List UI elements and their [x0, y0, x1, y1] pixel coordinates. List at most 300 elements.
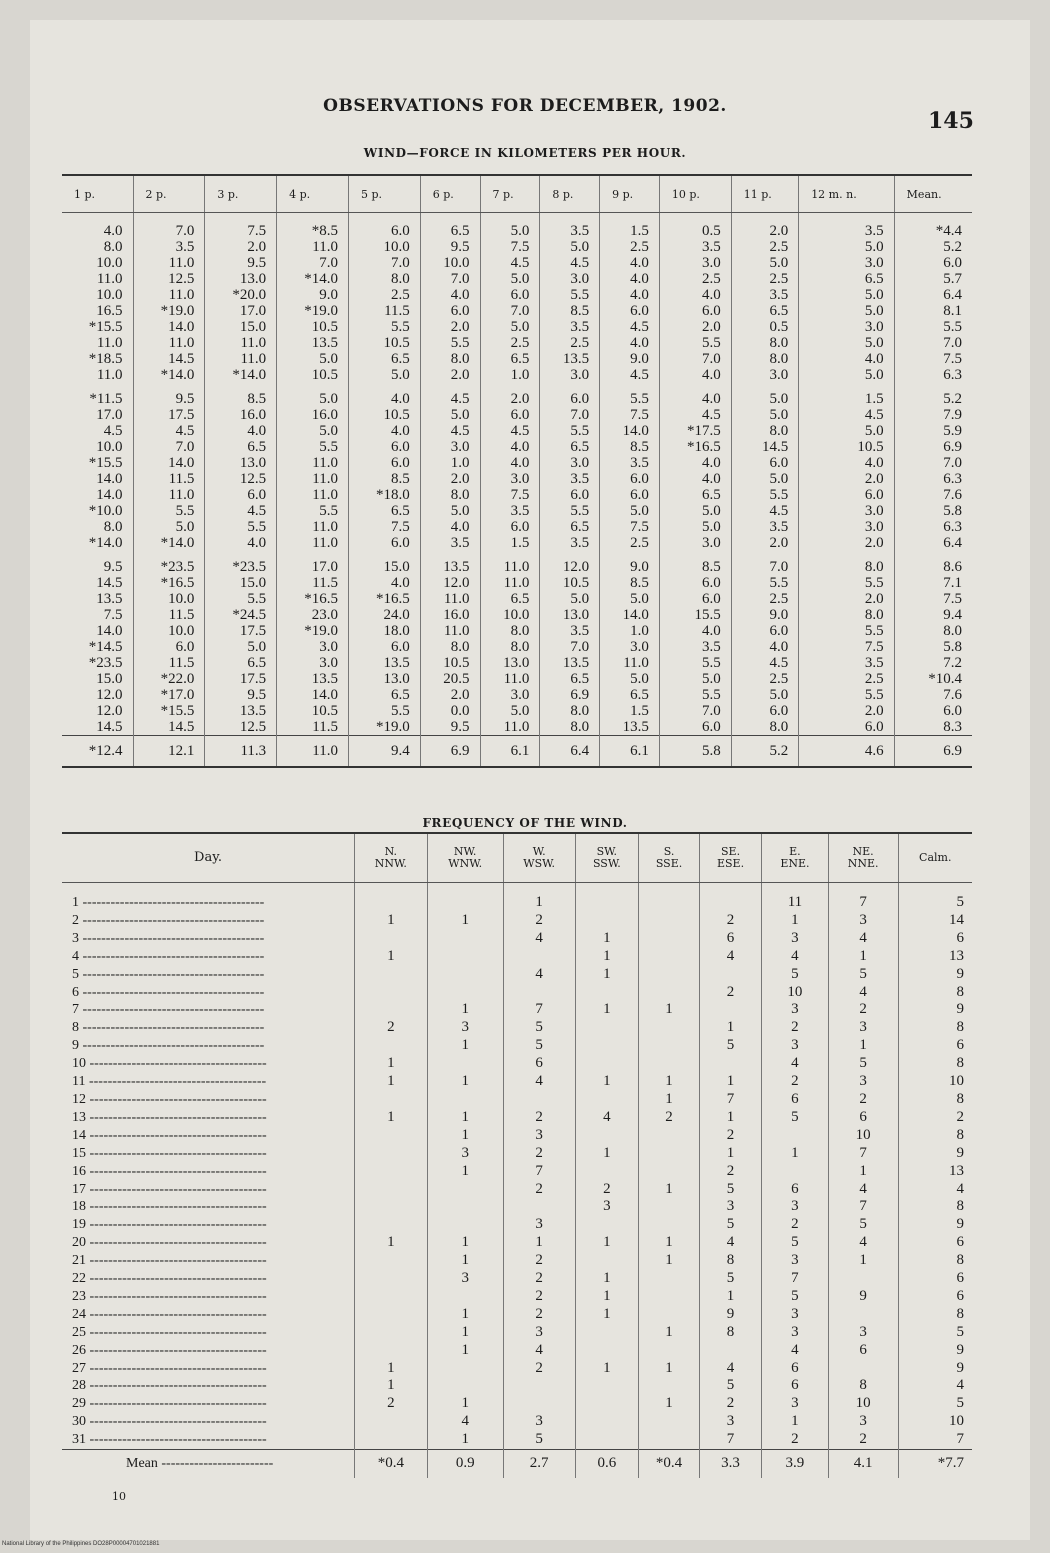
- table-cell: 4: [762, 1055, 829, 1073]
- table-cell: *8.5: [277, 213, 349, 240]
- table-cell: 8.5: [348, 471, 420, 487]
- table-cell: 6.5: [348, 503, 420, 519]
- table-cell: 15.5: [659, 607, 731, 623]
- table-cell: 9.5: [420, 719, 480, 736]
- table-cell: 1.0: [600, 623, 660, 639]
- table-cell: 2: [828, 1431, 898, 1449]
- table-cell: *18.5: [88, 351, 123, 367]
- table-cell: 13.5: [600, 719, 660, 736]
- gap-cell: [659, 551, 731, 559]
- table-cell: [427, 1055, 503, 1073]
- table-cell: [639, 1431, 700, 1449]
- table-row: [62, 639, 972, 655]
- table-row: [62, 319, 972, 335]
- table-cell: 3: [503, 1324, 575, 1342]
- table-cell: 2.5: [600, 239, 660, 255]
- table-cell: 1: [639, 1234, 700, 1252]
- table-cell: 2.5: [731, 591, 798, 607]
- table-cell: 6.0: [205, 487, 277, 503]
- day-label: 15 --------------------------------------: [72, 1145, 267, 1161]
- table-cell: [575, 1342, 639, 1360]
- table-cell: 13.5: [540, 351, 600, 367]
- table-cell: 11.0: [205, 335, 277, 351]
- table-cell: 5.0: [133, 519, 205, 535]
- table-cell: 11.5: [348, 303, 420, 319]
- column-header: 5 p.: [348, 175, 420, 213]
- table-row: [62, 607, 972, 623]
- mean-cell: 2.7: [503, 1450, 575, 1479]
- mean-label: Mean ------------------------: [62, 1450, 355, 1479]
- gap-cell: [799, 551, 894, 559]
- table-cell: 5: [503, 1037, 575, 1055]
- table-cell: 4: [762, 948, 829, 966]
- table-cell: [639, 1163, 700, 1181]
- table-cell: 1: [828, 1163, 898, 1181]
- table-cell: 9.0: [731, 607, 798, 623]
- table-cell: 3.0: [277, 655, 349, 671]
- table-cell: [699, 1055, 761, 1073]
- table-cell: 5.0: [480, 271, 540, 287]
- mean-cell: 3.9: [762, 1450, 829, 1479]
- table-cell: 7.0: [659, 351, 731, 367]
- table-cell: 8: [898, 1127, 972, 1145]
- table-cell: *10.0: [88, 503, 123, 519]
- table-row: [62, 367, 972, 383]
- table-cell: 1: [639, 1360, 700, 1378]
- table-cell: *15.5: [88, 455, 123, 471]
- table-cell: 3.0: [731, 367, 798, 383]
- table-cell: 10: [762, 984, 829, 1002]
- table-cell: 7.0: [540, 639, 600, 655]
- table-cell: 5.0: [799, 287, 894, 303]
- mean-cell: 4.1: [828, 1450, 898, 1479]
- mean-cell: *7.7: [898, 1450, 972, 1479]
- table-cell: 7: [762, 1270, 829, 1288]
- table-cell: 6: [898, 1234, 972, 1252]
- table-cell: 1: [427, 1252, 503, 1270]
- table-cell: 2: [898, 1109, 972, 1127]
- table-cell: 1: [575, 1234, 639, 1252]
- table-cell: 8.5: [600, 575, 660, 591]
- table-cell: 1: [762, 1413, 829, 1431]
- table-row: [62, 1163, 972, 1181]
- table-cell: 6.0: [894, 255, 972, 271]
- mean-cell: 6.9: [420, 736, 480, 768]
- table-cell: 8.1: [894, 303, 972, 319]
- table-cell: 3: [828, 1019, 898, 1037]
- table-cell: 4.5: [205, 503, 277, 519]
- table-cell: 9: [898, 966, 972, 984]
- table-cell: *16.5: [277, 591, 349, 607]
- table-cell: 8: [898, 1091, 972, 1109]
- table-cell: 3.0: [540, 455, 600, 471]
- table-cell: 5.8: [894, 503, 972, 519]
- table-cell: [427, 1377, 503, 1395]
- table-cell: 6.5: [540, 519, 600, 535]
- table-row: [62, 1181, 972, 1199]
- table-cell: 1: [355, 948, 428, 966]
- table-cell: 3: [699, 1198, 761, 1216]
- table-cell: 6.0: [480, 519, 540, 535]
- table-cell: 5.0: [731, 687, 798, 703]
- table-cell: [355, 1342, 428, 1360]
- table-cell: 9.5: [420, 239, 480, 255]
- table-cell: [355, 1413, 428, 1431]
- table-cell: 17.0: [277, 559, 349, 575]
- table-cell: [639, 1127, 700, 1145]
- table-cell: 0.5: [731, 319, 798, 335]
- table-cell: 2: [575, 1181, 639, 1199]
- table-row: [62, 1091, 972, 1109]
- table-cell: 4: [699, 1234, 761, 1252]
- table-cell: 13.5: [96, 591, 123, 607]
- gap-cell: [420, 383, 480, 391]
- table-cell: 6.0: [731, 455, 798, 471]
- table-cell: *14.0: [133, 367, 205, 383]
- day-label: 13 --------------------------------------: [72, 1109, 267, 1125]
- table-cell: 3.0: [277, 639, 349, 655]
- gap-cell: [277, 551, 349, 559]
- table-cell: 9: [898, 1342, 972, 1360]
- footer-page-ref: 10: [112, 1490, 126, 1503]
- table-cell: [575, 1377, 639, 1395]
- table-cell: 5: [762, 1234, 829, 1252]
- table-row: [62, 1324, 972, 1342]
- table-cell: 3.0: [799, 519, 894, 535]
- table-cell: 2.0: [731, 213, 798, 240]
- wind-frequency-table: [62, 832, 972, 1478]
- table-cell: 16.0: [420, 607, 480, 623]
- table-cell: 5.0: [659, 671, 731, 687]
- table-cell: 7: [898, 1431, 972, 1449]
- table-cell: 5.5: [731, 487, 798, 503]
- table-row: [62, 351, 972, 367]
- table-cell: 9.4: [894, 607, 972, 623]
- table-cell: 1: [355, 912, 428, 930]
- table-cell: 3.5: [799, 213, 894, 240]
- table-cell: 4: [503, 930, 575, 948]
- table-cell: 4.0: [731, 639, 798, 655]
- table-cell: 6.0: [894, 703, 972, 719]
- table-cell: 5.0: [420, 407, 480, 423]
- table-cell: 8.0: [103, 519, 123, 535]
- table-cell: [639, 1288, 700, 1306]
- table-cell: 1: [575, 1306, 639, 1324]
- table-cell: 1: [355, 1109, 428, 1127]
- table-cell: 8.0: [540, 719, 600, 736]
- table-row: [62, 303, 972, 319]
- table-cell: [427, 966, 503, 984]
- table-cell: 5.9: [894, 423, 972, 439]
- table-cell: 1: [575, 1270, 639, 1288]
- table-cell: 6.5: [420, 213, 480, 240]
- table-cell: 4.0: [600, 287, 660, 303]
- table-cell: 4: [503, 966, 575, 984]
- table-cell: 8.0: [731, 423, 798, 439]
- table-cell: 14.0: [133, 319, 205, 335]
- gap-cell: [480, 551, 540, 559]
- table-cell: 8.0: [731, 335, 798, 351]
- table-cell: 13.0: [348, 671, 420, 687]
- day-label: 21 --------------------------------------: [72, 1253, 267, 1269]
- table-cell: *14.0: [277, 271, 349, 287]
- table-cell: [503, 948, 575, 966]
- mean-cell: 11.3: [205, 736, 277, 768]
- table-cell: 5.0: [799, 239, 894, 255]
- table-cell: [355, 966, 428, 984]
- table-cell: 6: [503, 1055, 575, 1073]
- table-cell: 6.5: [659, 487, 731, 503]
- table-cell: 3.5: [540, 471, 600, 487]
- table-cell: [427, 1216, 503, 1234]
- table-cell: 1: [639, 1091, 700, 1109]
- table-cell: [427, 1181, 503, 1199]
- table-cell: 7: [699, 1431, 761, 1449]
- table-cell: 5.0: [480, 213, 540, 240]
- table-cell: [355, 1198, 428, 1216]
- gap-cell: [133, 383, 205, 391]
- table-cell: 6.4: [894, 535, 972, 551]
- table-cell: 9.5: [103, 559, 123, 575]
- row-group-gap: [62, 383, 972, 391]
- table-cell: [639, 883, 700, 912]
- table-cell: 5.0: [540, 591, 600, 607]
- table-row: [62, 519, 972, 535]
- table-cell: 7: [828, 1198, 898, 1216]
- table-cell: 6.0: [799, 719, 894, 736]
- table-cell: *19.0: [277, 623, 349, 639]
- wind-force-header-row: [62, 175, 972, 213]
- table-cell: 3.0: [659, 535, 731, 551]
- table-cell: [355, 1216, 428, 1234]
- day-label: 26 --------------------------------------: [72, 1342, 267, 1358]
- table-cell: 6.0: [659, 303, 731, 319]
- table-cell: 2: [503, 1288, 575, 1306]
- table-cell: 7.5: [894, 351, 972, 367]
- table-cell: 7.6: [894, 487, 972, 503]
- table-cell: 3: [762, 930, 829, 948]
- column-header: SW. SSW.: [575, 833, 639, 883]
- table-cell: 1: [503, 1234, 575, 1252]
- table-cell: 4.5: [480, 255, 540, 271]
- table-cell: 6.0: [731, 703, 798, 719]
- gap-cell: [205, 551, 277, 559]
- table-cell: 15.0: [348, 559, 420, 575]
- table-cell: 14.0: [600, 423, 660, 439]
- table-cell: 11.0: [480, 559, 540, 575]
- table-cell: 1: [762, 912, 829, 930]
- table-row: [62, 423, 972, 439]
- table-cell: 3: [503, 1413, 575, 1431]
- table-cell: 2: [355, 1395, 428, 1413]
- table-row: [62, 255, 972, 271]
- table-cell: 5.5: [205, 591, 277, 607]
- table-cell: 2.0: [480, 391, 540, 407]
- table-cell: 3: [503, 1127, 575, 1145]
- table-cell: 13.5: [348, 655, 420, 671]
- table-cell: 2.0: [205, 239, 277, 255]
- table-cell: 5: [828, 1216, 898, 1234]
- table-cell: 13.5: [420, 559, 480, 575]
- table-cell: 0.0: [420, 703, 480, 719]
- table-cell: 4.0: [348, 391, 420, 407]
- table-cell: 5: [503, 1431, 575, 1449]
- gap-cell: [894, 383, 972, 391]
- table-cell: 10: [828, 1395, 898, 1413]
- day-label: 28 --------------------------------------: [72, 1378, 267, 1394]
- table-cell: [355, 1127, 428, 1145]
- table-cell: 5.5: [133, 503, 205, 519]
- table-cell: 10.0: [96, 439, 123, 455]
- table-cell: 1: [699, 1109, 761, 1127]
- table-cell: [575, 883, 639, 912]
- table-cell: 9.0: [277, 287, 349, 303]
- table-cell: 11.5: [133, 607, 205, 623]
- table-cell: 1: [828, 948, 898, 966]
- table-cell: [503, 984, 575, 1002]
- gap-cell: [420, 551, 480, 559]
- table-cell: 2: [699, 1395, 761, 1413]
- table-row: [62, 1127, 972, 1145]
- table-cell: *23.5: [133, 559, 205, 575]
- table-cell: 3.5: [731, 287, 798, 303]
- table-cell: 3.0: [540, 367, 600, 383]
- table-cell: [355, 1001, 428, 1019]
- table-cell: 5.5: [600, 391, 660, 407]
- column-header: NE. NNE.: [828, 833, 898, 883]
- table-cell: [575, 912, 639, 930]
- table-cell: 3: [762, 1306, 829, 1324]
- mean-cell: 12.1: [133, 736, 205, 768]
- table-cell: 8: [699, 1252, 761, 1270]
- table-cell: 3: [427, 1019, 503, 1037]
- table-cell: 4.0: [600, 335, 660, 351]
- table-cell: 1: [427, 1431, 503, 1449]
- table-cell: 11.5: [277, 719, 349, 736]
- table-cell: 2.5: [480, 335, 540, 351]
- table-cell: 14.0: [96, 487, 123, 503]
- table-cell: 13.0: [480, 655, 540, 671]
- day-label: 4 ---------------------------------------: [72, 948, 265, 964]
- table-cell: [575, 1324, 639, 1342]
- table-cell: 4: [828, 984, 898, 1002]
- table-cell: 6.9: [894, 439, 972, 455]
- table-cell: 1.0: [480, 367, 540, 383]
- table-cell: 2: [503, 1252, 575, 1270]
- table-cell: [503, 1377, 575, 1395]
- table-cell: 7.5: [348, 519, 420, 535]
- table-cell: *11.5: [89, 391, 123, 407]
- table-row: [62, 1073, 972, 1091]
- table-row: [62, 1001, 972, 1019]
- table-cell: [355, 1288, 428, 1306]
- table-cell: 8.3: [894, 719, 972, 736]
- table-cell: 1: [575, 930, 639, 948]
- table-cell: 5.5: [799, 623, 894, 639]
- wind-force-title: WIND—FORCE IN KILOMETERS PER HOUR.: [363, 146, 687, 160]
- gap-cell: [277, 383, 349, 391]
- table-cell: 2.5: [348, 287, 420, 303]
- table-cell: 4.0: [600, 255, 660, 271]
- table-cell: 4.0: [600, 271, 660, 287]
- table-cell: [639, 1198, 700, 1216]
- table-cell: 6: [699, 930, 761, 948]
- table-cell: *23.5: [205, 559, 277, 575]
- table-cell: 4.0: [348, 575, 420, 591]
- table-cell: 3: [762, 1037, 829, 1055]
- table-cell: [427, 1360, 503, 1378]
- table-cell: 3.5: [540, 213, 600, 240]
- table-cell: 2.0: [659, 319, 731, 335]
- table-cell: *16.5: [659, 439, 731, 455]
- table-cell: 6.0: [799, 487, 894, 503]
- table-cell: *16.5: [133, 575, 205, 591]
- table-cell: *17.5: [659, 423, 731, 439]
- table-cell: 10.5: [277, 319, 349, 335]
- day-label: 7 ---------------------------------------: [72, 1002, 265, 1018]
- table-cell: 6.5: [731, 303, 798, 319]
- table-cell: 4: [828, 1234, 898, 1252]
- table-cell: 4.5: [799, 407, 894, 423]
- table-cell: 11.0: [600, 655, 660, 671]
- table-row: [62, 535, 972, 551]
- table-cell: *20.0: [205, 287, 277, 303]
- day-label: 10 --------------------------------------: [72, 1056, 267, 1072]
- day-label: 12 --------------------------------------: [72, 1091, 267, 1107]
- table-cell: 1: [503, 883, 575, 912]
- table-row: [62, 439, 972, 455]
- table-cell: 10.0: [348, 239, 420, 255]
- table-cell: 1: [639, 1073, 700, 1091]
- table-cell: 8.0: [731, 351, 798, 367]
- table-cell: 11.0: [277, 487, 349, 503]
- table-cell: *4.4: [894, 213, 972, 240]
- table-row: [62, 407, 972, 423]
- table-cell: 14.5: [96, 575, 123, 591]
- table-cell: 12.0: [420, 575, 480, 591]
- table-cell: 11.0: [277, 239, 349, 255]
- table-cell: 5: [699, 1377, 761, 1395]
- table-cell: 2: [762, 1216, 829, 1234]
- table-cell: 6.0: [348, 213, 420, 240]
- column-header: SE. ESE.: [699, 833, 761, 883]
- table-cell: 1.5: [480, 535, 540, 551]
- gap-cell: [731, 551, 798, 559]
- table-cell: 8: [898, 984, 972, 1002]
- table-cell: 1: [699, 1145, 761, 1163]
- table-cell: 5.5: [799, 687, 894, 703]
- day-label: 17 --------------------------------------: [72, 1181, 267, 1197]
- table-row: [62, 1252, 972, 1270]
- table-row: [62, 1342, 972, 1360]
- table-cell: 11.0: [96, 271, 123, 287]
- table-cell: 5.0: [600, 591, 660, 607]
- table-cell: 2: [503, 1270, 575, 1288]
- table-cell: *23.5: [88, 655, 123, 671]
- mean-cell: 6.1: [600, 736, 660, 768]
- table-row: [62, 912, 972, 930]
- table-cell: 9.0: [600, 559, 660, 575]
- table-cell: 2.0: [799, 535, 894, 551]
- table-row: [62, 984, 972, 1002]
- table-cell: 16.0: [205, 407, 277, 423]
- table-cell: *14.0: [88, 535, 123, 551]
- table-cell: 14: [898, 912, 972, 930]
- table-cell: [639, 1306, 700, 1324]
- table-cell: 2.0: [420, 319, 480, 335]
- table-cell: 6.0: [348, 439, 420, 455]
- table-cell: 10.5: [540, 575, 600, 591]
